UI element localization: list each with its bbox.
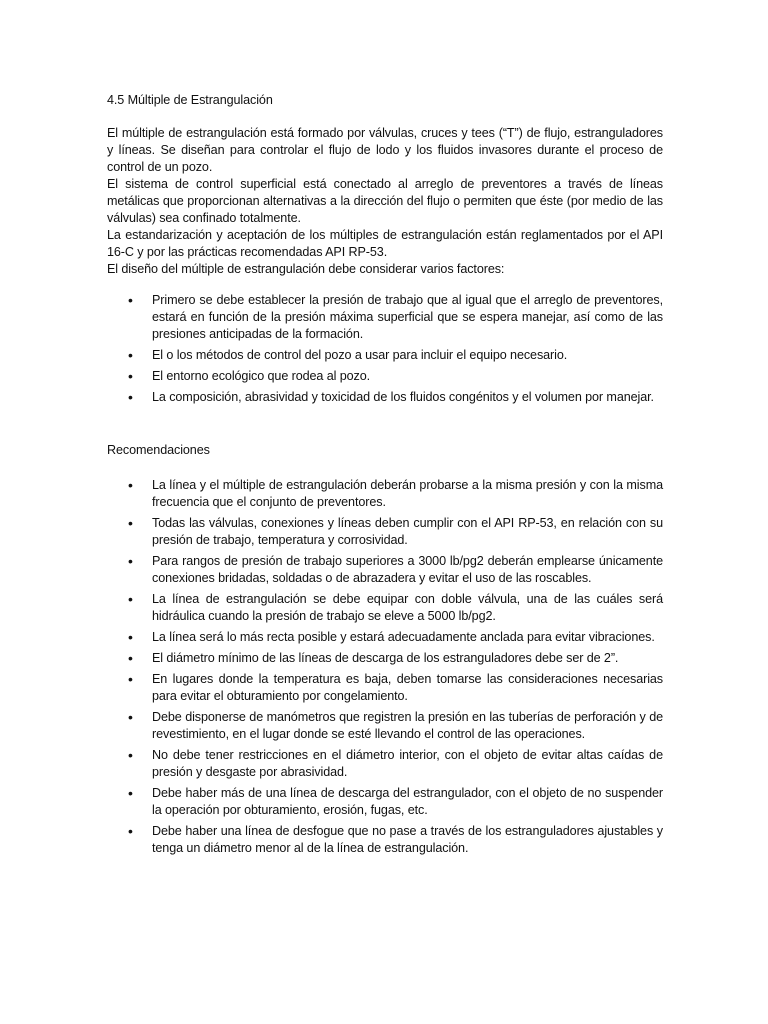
spacer [107,109,663,125]
spacer [107,410,663,442]
list-item: • La composición, abrasividad y toxicidad de los fluidos congénitos y el volumen por manejar. [107,389,663,406]
list-item: • El entorno ecológico que rodea al pozo. [107,368,663,385]
list-item: • Debe haber más de una línea de descarga del estrangulador, con el objeto de no suspender la operación por obturamiento, erosión, fugas, etc. [107,785,663,819]
list-item: • La línea será lo más recta posible y estará adecuadamente anclada para evitar vibraciones. [107,629,663,646]
list-item: • Para rangos de presión de trabajo superiores a 3000 lb/pg2 deberán emplearse únicamente conexiones bridadas, soldadas o de abrazadera y evitar el uso de las roscables. [107,553,663,587]
list-item: • Debe haber una línea de desfogue que no pase a través de los estranguladores ajustables y tenga un diámetro menor al de la línea de estrangulación. [107,823,663,857]
list-item: • En lugares donde la temperatura es baja, deben tomarse las consideraciones necesarias para evitar el obturamiento por congelamiento. [107,671,663,705]
section-heading: 4.5 Múltiple de Estrangulación [107,93,273,107]
recommendations-list [107,477,663,857]
paragraph-control-system: El sistema de control superficial está conectado al arreglo de preventores a través de líneas metálicas que proporcionan alternativas a la dirección del flujo o permiten que éste (por medio de las válvulas) sea confinado totalmente. [107,177,663,225]
spacer [107,278,663,292]
list-item: • No debe tener restricciones en el diámetro interior, con el objeto de evitar altas caídas de presión y desgaste por abrasividad. [107,747,663,781]
list-item: • Debe disponerse de manómetros que registren la presión en las tuberías de perforación y de revestimiento, en el lugar donde se esté llevando el control de las operaciones. [107,709,663,743]
list-item: • Primero se debe establecer la presión de trabajo que al igual que el arreglo de preventores, estará en función de la presión máxima superficial que se espera manejar, así como de las presiones anticipadas de la formación. [107,292,663,343]
paragraph-standards: La estandarización y aceptación de los múltiples de estrangulación están reglamentados por el API 16-C y por las prácticas recomendadas API RP-53. [107,228,663,259]
factors-list [107,292,663,406]
spacer [107,459,663,477]
list-item: • La línea de estrangulación se debe equipar con doble válvula, una de las cuáles será hidráulica cuando la presión de trabajo se eleve a 5000 lb/pg2. [107,591,663,625]
list-item: • El o los métodos de control del pozo a usar para incluir el equipo necesario. [107,347,663,364]
recommendations-heading: Recomendaciones [107,443,210,457]
paragraph-description: El múltiple de estrangulación está formado por válvulas, cruces y tees (“T”) de flujo, estranguladores y líneas. Se diseñan para controlar el flujo de lodo y los fluidos invasores durante el proceso de control de un pozo. [107,126,663,174]
list-item: • La línea y el múltiple de estrangulación deberán probarse a la misma presión y con la misma frecuencia que el conjunto de preventores. [107,477,663,511]
list-item: • Todas las válvulas, conexiones y líneas deben cumplir con el API RP-53, en relación con su presión de trabajo, temperatura y corrosividad. [107,515,663,549]
paragraph-design-factors: El diseño del múltiple de estrangulación debe considerar varios factores: [107,262,505,276]
list-item: • El diámetro mínimo de las líneas de descarga de los estranguladores debe ser de 2”. [107,650,663,667]
